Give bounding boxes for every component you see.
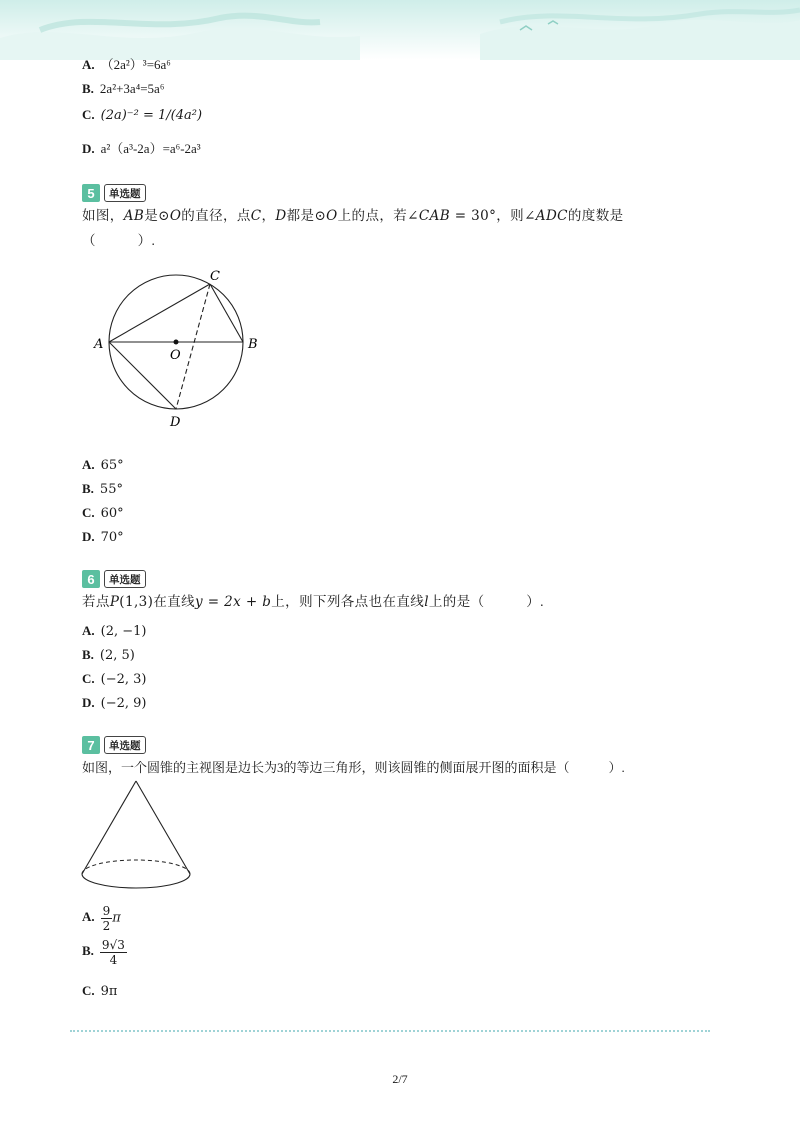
footer-divider (70, 1030, 710, 1032)
q5-header (82, 184, 146, 202)
q7-header (82, 736, 146, 754)
q5-option-a[interactable]: A. 65° (82, 457, 124, 473)
page-number: 2/7 (392, 1072, 408, 1086)
cone-base-back (82, 860, 190, 874)
q7-option-a[interactable]: A. $\frac{9}{2}$ π (82, 904, 121, 933)
q7-number-badge: 7 (82, 736, 100, 754)
q5-circle-figure (90, 262, 270, 432)
q7-option-b[interactable]: B. $\frac{9√3}{4}$ (82, 938, 125, 967)
q7-option-c[interactable]: C. 9π (82, 983, 118, 999)
q4-option-a-text: （2a²）³=6a⁶ (100, 57, 171, 72)
label-o: O (170, 348, 181, 363)
q7-stem: 如图，一个圆锥的主视图是边长为3的等边三角形，则该圆锥的侧面展开图的面积是（ ）. (82, 760, 625, 775)
label-d: D (170, 415, 181, 430)
segment-ad (109, 342, 176, 409)
q5-stem-line2: （ ）. (82, 233, 156, 248)
q7-type-tag: 单选题 (104, 736, 146, 754)
q4-option-c[interactable]: C. (2a)⁻² = 1/(4a²) (82, 107, 203, 123)
label-a: A (94, 337, 104, 352)
q4-option-b-text: 2a²+3a⁴=5a⁶ (99, 81, 165, 96)
segment-cd (176, 284, 210, 409)
label-b: B (248, 337, 258, 352)
cone-base-front (82, 874, 190, 888)
center-point (174, 340, 179, 345)
q4-option-b[interactable]: B. 2a²+3a⁴=5a⁶ (82, 81, 165, 96)
q6-option-d[interactable]: D. (−2, 9) (82, 695, 147, 711)
q5-number-badge: 5 (82, 184, 100, 202)
q7-option-b-fraction: $\frac{9√3}{4}$ (101, 938, 125, 967)
q5-stem-line1: 如图，AB是⊙O的直径，点C，D都是⊙O上的点，若∠CAB = 30°，则∠ADC的度数是 (82, 208, 624, 224)
q5-option-b[interactable]: B. 55° (82, 481, 123, 497)
q6-stem: 若点P(1,3)在直线y = 2x + b上，则下列各点也在直线l上的是（ ）. (82, 594, 544, 610)
q6-number-badge: 6 (82, 570, 100, 588)
q4-option-a[interactable]: A. （2a²）³=6a⁶ (82, 57, 171, 72)
q5-type-tag: 单选题 (104, 184, 146, 202)
q5-option-c[interactable]: C. 60° (82, 505, 124, 521)
q4-option-d-text: a²（a³-2a）=a⁶-2a³ (100, 141, 201, 156)
q5-option-d[interactable]: D. 70° (82, 529, 124, 545)
label-c: C (210, 269, 220, 284)
q4-option-d[interactable]: D. a²（a³-2a）=a⁶-2a³ (82, 141, 201, 156)
q6-option-b[interactable]: B. (2, 5) (82, 647, 135, 663)
q7-option-a-fraction: $\frac{9}{2}$ (102, 904, 111, 933)
segment-ac (109, 284, 210, 342)
q6-option-a[interactable]: A. (2, −1) (82, 623, 147, 639)
segment-cb (210, 284, 243, 342)
header-banner (0, 0, 800, 60)
q7-cone-figure (76, 776, 196, 894)
q6-type-tag: 单选题 (104, 570, 146, 588)
q6-option-c[interactable]: C. (−2, 3) (82, 671, 147, 687)
q4-option-c-text: (2a)⁻² = 1/(4a²) (100, 108, 203, 123)
q6-header (82, 570, 146, 588)
